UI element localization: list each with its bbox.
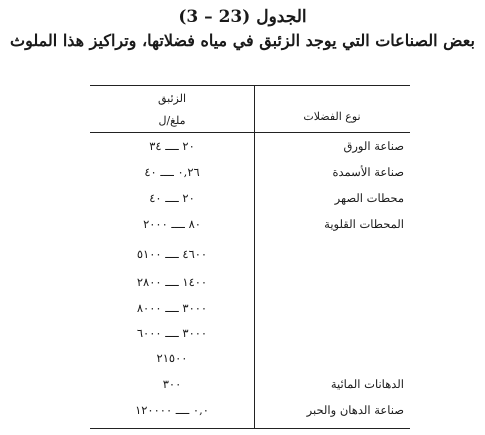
table-caption: بعض الصناعات التي يوجد الزئبق في مياه فضلاتها، وتراكيز هذا الملوث: [10, 31, 475, 50]
mercury-cell: ٤٦٠٠ ــــ ٥١٠٠: [136, 247, 208, 261]
table-row: [90, 214, 410, 234]
table-row: [90, 374, 410, 394]
mercury-cell: ١٤٠٠ ــــ ٢٨٠٠: [136, 275, 208, 289]
table-row: [90, 244, 410, 264]
mercury-cell: ٢٠ ــــ ٤٠: [149, 191, 195, 205]
mercury-cell: ٣٠٠: [162, 377, 182, 391]
table-row: [90, 188, 410, 208]
table-row: [90, 323, 410, 343]
mercury-cell: ٣٠٠٠ ــــ ٨٠٠٠: [136, 301, 208, 315]
mercury-cell: ٠,٠ ــــ ١٢٠٠٠٠: [135, 403, 209, 417]
table-number: (3 – 23): [178, 7, 251, 27]
table-row: [90, 272, 410, 292]
header-unit: ملغ/ل: [158, 114, 186, 127]
table-title: [0, 6, 485, 28]
table-row: [90, 162, 410, 182]
table-row: [90, 348, 410, 368]
mercury-cell: ٨٠ ــــ ٢٠٠٠: [143, 217, 201, 231]
header-waste-type: نوع الفضلات: [303, 110, 361, 123]
mercury-cell: ٣٠٠٠ ــــ ٦٠٠٠: [136, 326, 208, 340]
table-row: [90, 136, 410, 156]
mercury-industries-table: [90, 85, 410, 429]
waste-type-cell: صناعة الورق: [343, 139, 404, 153]
waste-type-cell: الدهانات المائية: [330, 377, 404, 391]
waste-type-cell: محطات الصهر: [334, 191, 404, 205]
mercury-cell: ٢٠ ــــ ٣٤: [149, 139, 195, 153]
header-rule: [90, 132, 410, 133]
table-row: [90, 400, 410, 420]
waste-type-cell: صناعة الأسمدة: [332, 165, 404, 179]
mercury-cell: ٢١٥٠٠: [156, 351, 188, 365]
table-row: [90, 298, 410, 318]
mercury-cell: ٠,٢٦ ــــ ٤٠: [144, 165, 200, 179]
waste-type-cell: صناعة الدهان والحبر: [306, 403, 404, 417]
table-title-label: الجدول: [256, 7, 307, 27]
header-mercury: الزئبق: [157, 92, 187, 105]
waste-type-cell: المحطات القلوية: [324, 217, 404, 231]
